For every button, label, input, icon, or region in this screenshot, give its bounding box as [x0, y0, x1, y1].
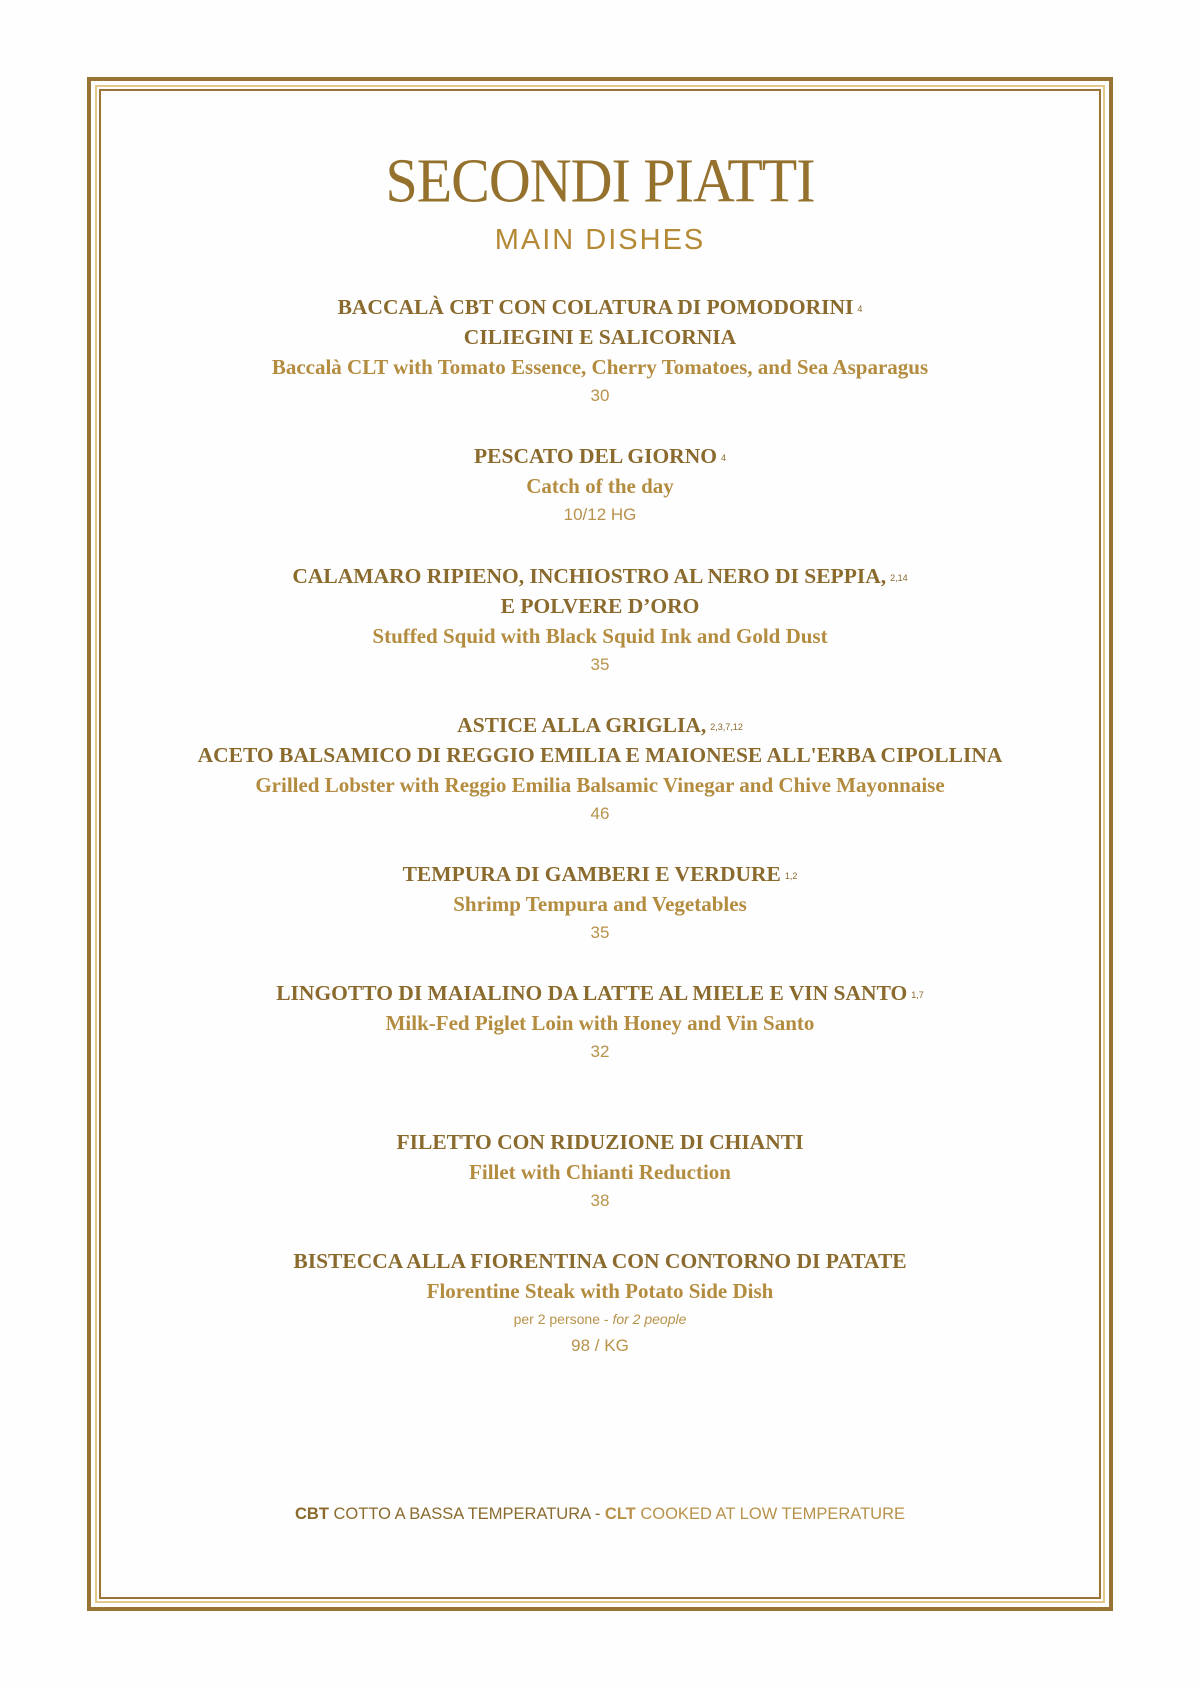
dish-italian-name: CALAMARO RIPIENO, INCHIOSTRO AL NERO DI SEPPIA, [292, 564, 887, 588]
allergen-codes: 2,3,7,12 [710, 722, 743, 732]
allergen-codes: 2,14 [890, 573, 908, 583]
dish-price: 32 [590, 1042, 610, 1061]
menu-item-tempura [0, 859, 1200, 947]
dish-english-name: Stuffed Squid with Black Squid Ink and Gold Dust [372, 624, 828, 648]
dish-english-name: Milk-Fed Piglet Loin with Honey and Vin Santo [385, 1011, 815, 1035]
dish-price: 30 [590, 386, 610, 405]
dish-english-name: Grilled Lobster with Reggio Emilia Balsamic Vinegar and Chive Mayonnaise [255, 773, 945, 797]
dish-italian-name-cont: CILIEGINI E SALICORNIA [463, 325, 737, 349]
dish-italian-name: TEMPURA DI GAMBERI E VERDURE [402, 862, 781, 886]
menu-item-baccala [0, 292, 1200, 410]
abbr-cbt: CBT [294, 1505, 329, 1523]
abbr-clt-text: COOKED AT LOW TEMPERATURE [635, 1505, 906, 1523]
dish-italian-name: PESCATO DEL GIORNO [474, 444, 717, 468]
page-title: SECONDI PIATTI [385, 145, 815, 216]
serving-note-it: per 2 persone - [513, 1311, 613, 1327]
menu-item-bistecca [0, 1246, 1200, 1360]
dish-italian-name: FILETTO CON RIDUZIONE DI CHIANTI [396, 1130, 804, 1154]
abbr-clt: CLT [604, 1505, 636, 1523]
footer-legend [0, 1503, 1200, 1525]
allergen-codes: 1,2 [784, 871, 798, 881]
dish-italian-name-cont: ACETO BALSAMICO DI REGGIO EMILIA E MAIONESE ALL'ERBA CIPOLLINA [197, 743, 1003, 767]
dish-english-name: Shrimp Tempura and Vegetables [453, 892, 747, 916]
serving-note [0, 1306, 1200, 1332]
menu-item-astice [0, 710, 1200, 828]
dish-english-name: Catch of the day [526, 474, 674, 498]
dish-italian-name: BACCALÀ CBT CON COLATURA DI POMODORINI [337, 295, 854, 319]
dish-italian-name: LINGOTTO DI MAIALINO DA LATTE AL MIELE E VIN SANTO [276, 981, 908, 1005]
menu-item-pescato [0, 441, 1200, 529]
menu-item-lingotto [0, 978, 1200, 1066]
dish-price: 35 [590, 655, 610, 674]
serving-note-en: for 2 people [612, 1311, 687, 1327]
page-subtitle: MAIN DISHES [494, 224, 706, 256]
allergen-codes: 4 [720, 453, 726, 463]
menu-item-calamaro [0, 561, 1200, 679]
dish-italian-name: ASTICE ALLA GRIGLIA, [457, 713, 707, 737]
dish-italian-name: BISTECCA ALLA FIORENTINA CON CONTORNO DI PATATE [293, 1249, 907, 1273]
dish-price: 46 [590, 804, 610, 823]
allergen-codes: 1,7 [911, 990, 924, 1000]
dish-price: 38 [590, 1191, 610, 1210]
dish-english-name: Florentine Steak with Potato Side Dish [426, 1279, 774, 1303]
dish-price: 98 / KG [571, 1336, 629, 1355]
dish-price: 35 [590, 923, 610, 942]
allergen-codes: 4 [857, 304, 863, 314]
menu-item-filetto [0, 1127, 1200, 1215]
dish-english-name: Baccalà CLT with Tomato Essence, Cherry Tomatoes, and Sea Asparagus [271, 355, 929, 379]
abbr-cbt-text: COTTO A BASSA TEMPERATURA - [328, 1505, 605, 1523]
dish-english-name: Fillet with Chianti Reduction [469, 1160, 731, 1184]
dish-italian-name-cont: E POLVERE D’ORO [500, 594, 700, 618]
dish-price: 10/12 HG [563, 505, 637, 524]
